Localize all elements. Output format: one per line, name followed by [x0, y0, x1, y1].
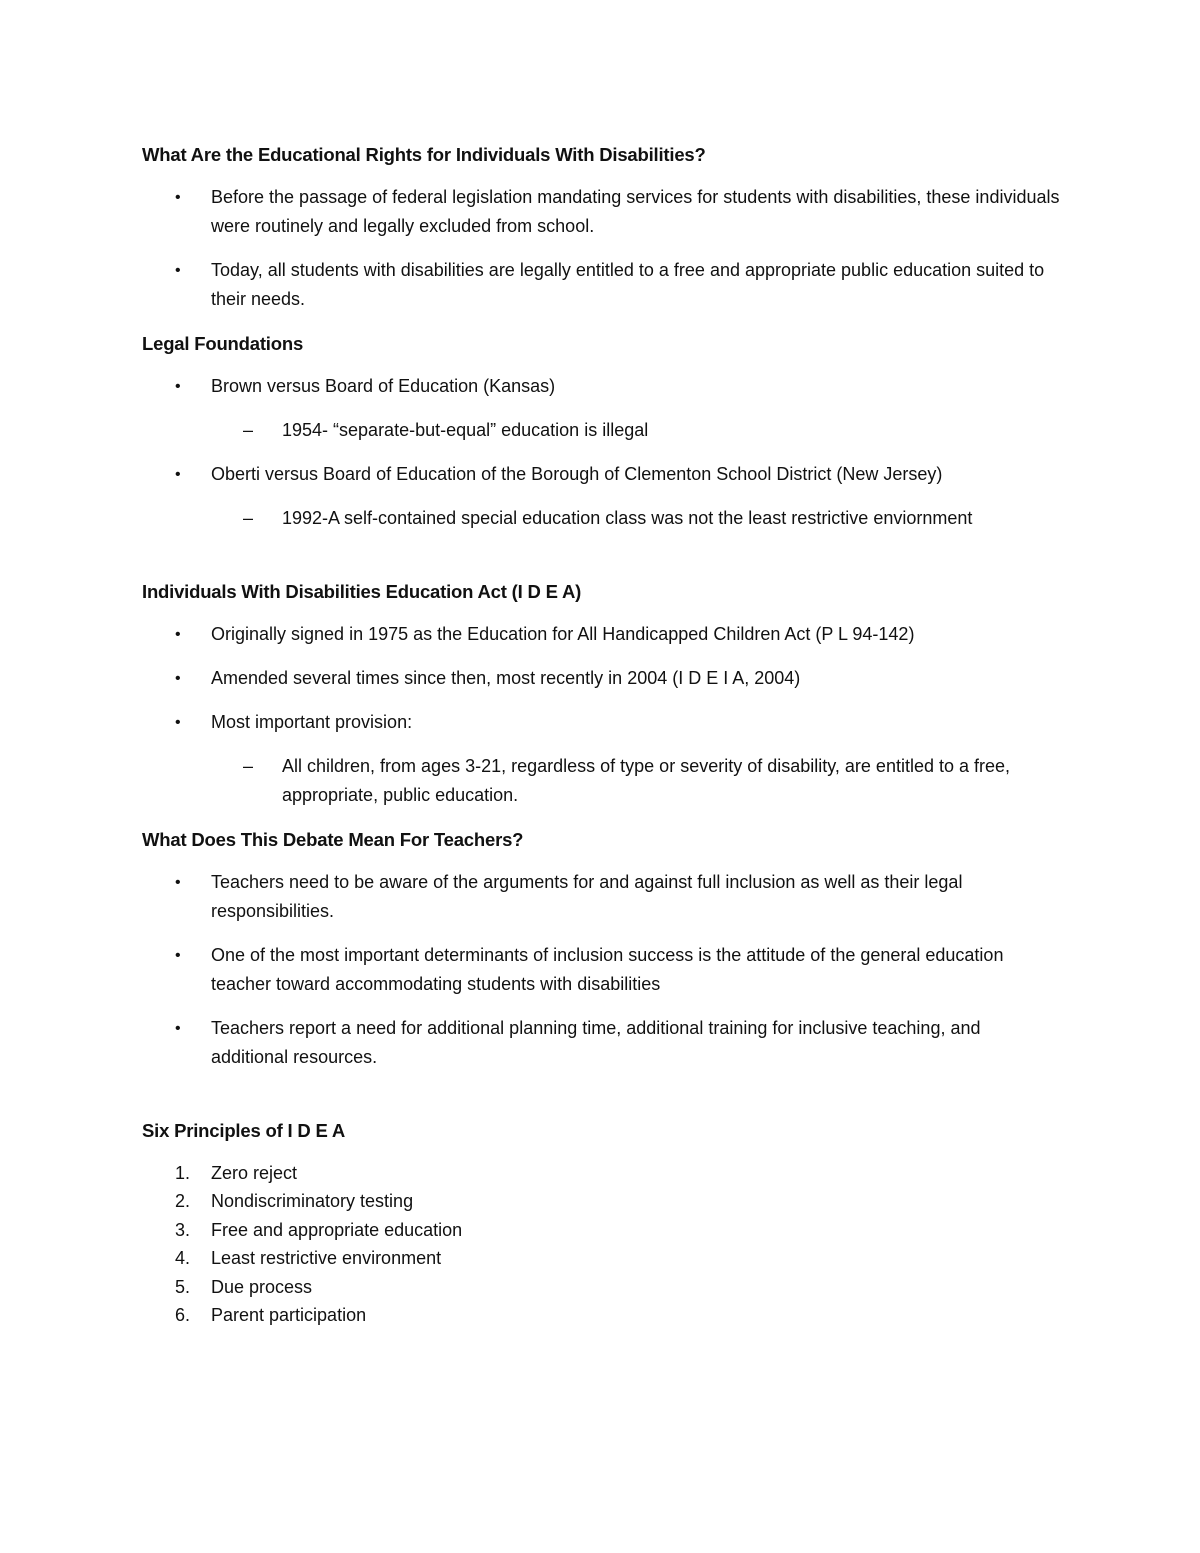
sub-bullet-text: 1992-A self-contained special education class was not the least restrictive enviornment [282, 508, 973, 528]
bullet-text: Teachers report a need for additional planning time, additional training for inclusive teaching, and additional resources. [211, 1018, 981, 1067]
bullet-text: Today, all students with disabilities are legally entitled to a free and appropriate public education suited to their needs. [211, 260, 1045, 309]
bullet-text: Amended several times since then, most recently in 2004 (I D E I A, 2004) [211, 668, 801, 688]
list-text: Due process [211, 1276, 313, 1297]
bullet-mark: • [175, 626, 181, 643]
list-number: 4. [175, 1248, 191, 1269]
bullet-item [142, 256, 1062, 314]
bullet-item [142, 460, 1062, 489]
sub-bullet-item [142, 752, 1062, 810]
section-heading-teachers-debate: What Does This Debate Mean For Teachers? [142, 829, 524, 850]
section-heading-legal-foundations: Legal Foundations [142, 333, 304, 354]
list-item [142, 1244, 1062, 1272]
bullet-text: Originally signed in 1975 as the Education for All Handicapped Children Act (P L 94-142) [211, 624, 915, 644]
list-text: Parent participation [211, 1305, 367, 1326]
bullet-text: Most important provision: [211, 712, 413, 732]
bullet-text: Oberti versus Board of Education of the Borough of Clementon School District (New Jersey) [211, 464, 943, 484]
section-heading-six-principles: Six Principles of I D E A [142, 1120, 346, 1141]
bullet-mark: • [175, 1020, 181, 1037]
bullet-item [142, 372, 1062, 401]
list-number: 5. [175, 1276, 191, 1297]
bullet-mark: • [175, 189, 181, 206]
list-text: Least restrictive environment [211, 1248, 442, 1269]
bullet-text: One of the most important determinants of inclusion success is the attitude of the general education teacher toward accommodating students with disabilities [211, 945, 1004, 994]
bullet-mark: • [175, 262, 181, 279]
dash-mark: – [243, 756, 254, 776]
sub-bullet-text: All children, from ages 3-21, regardless of type or severity of disability, are entitled to a free, appropriate, public education. [282, 756, 1011, 805]
list-item [142, 1216, 1062, 1244]
list-text: Free and appropriate education [211, 1219, 463, 1240]
bullet-text: Teachers need to be aware of the arguments for and against full inclusion as well as their legal responsibilities. [211, 872, 963, 921]
list-text: Zero reject [211, 1163, 298, 1183]
bullet-item [142, 941, 1062, 999]
bullet-mark: • [175, 466, 181, 483]
document-page [142, 140, 1062, 1329]
bullet-item [142, 183, 1062, 241]
bullet-item [142, 620, 1062, 649]
sub-bullet-item [142, 416, 1062, 445]
list-number: 6. [175, 1305, 191, 1326]
dash-mark: – [243, 508, 254, 528]
list-text: Nondiscriminatory testing [211, 1191, 414, 1212]
bullet-mark: • [175, 874, 181, 891]
list-item [142, 1187, 1062, 1215]
list-number: 3. [175, 1219, 191, 1240]
bullet-text: Brown versus Board of Education (Kansas) [211, 376, 556, 396]
sub-bullet-item [142, 504, 1062, 533]
list-item [142, 1301, 1062, 1329]
bullet-mark: • [175, 670, 181, 687]
sub-bullet-text: 1954- “separate-but-equal” education is illegal [282, 420, 649, 440]
list-number: 1. [175, 1163, 191, 1183]
bullet-mark: • [175, 714, 181, 731]
list-item [142, 1273, 1062, 1301]
bullet-text: Before the passage of federal legislation mandating services for students with disabilities, these individuals were routinely and legally excluded from school. [211, 187, 1060, 236]
bullet-item [142, 868, 1062, 926]
list-number: 2. [175, 1191, 191, 1212]
bullet-mark: • [175, 378, 181, 395]
bullet-item [142, 664, 1062, 693]
bullet-item [142, 1014, 1062, 1072]
dash-mark: – [243, 420, 254, 440]
bullet-mark: • [175, 947, 181, 964]
principles-list [142, 1159, 1062, 1329]
list-item [142, 1159, 1062, 1187]
bullet-item [142, 708, 1062, 737]
section-heading-educational-rights: What Are the Educational Rights for Individuals With Disabilities? [142, 144, 706, 165]
section-heading-idea-act: Individuals With Disabilities Education Act (I D E A) [142, 581, 582, 602]
